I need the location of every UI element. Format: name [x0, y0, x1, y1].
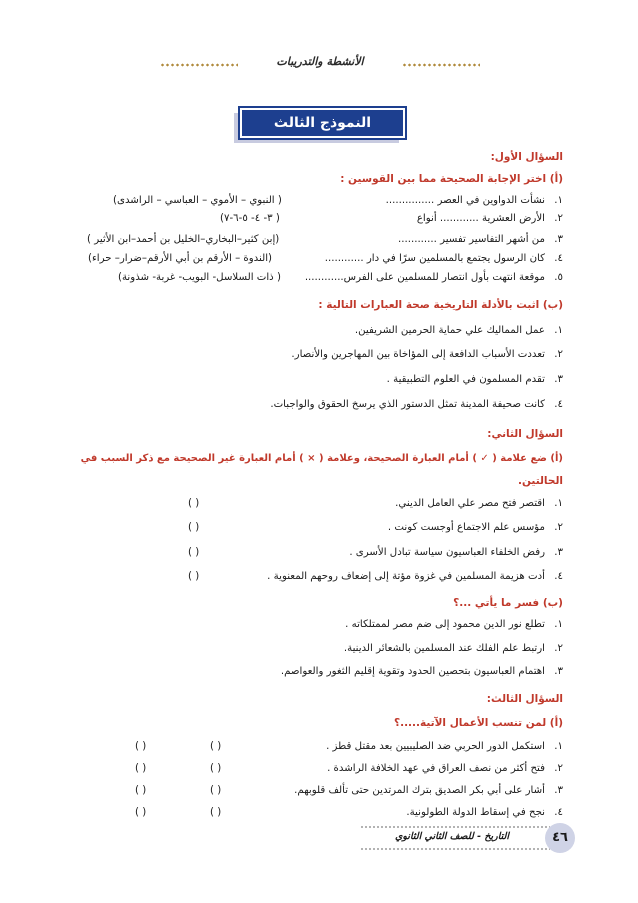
item-number: ٣.	[554, 374, 563, 385]
answer-blank[interactable]: ( )	[210, 763, 222, 774]
answer-blank[interactable]: ( )	[188, 498, 200, 509]
item-text: موقعة انتهت بأول انتصار للمسلمين على الفرس............	[304, 272, 545, 283]
item-number: ٣.	[554, 547, 563, 558]
item-number: ٤.	[554, 571, 563, 582]
answer-blank[interactable]: ( )	[188, 547, 200, 558]
item-number: ٥.	[554, 272, 563, 283]
item-text: نجح في إسقاط الدولة الطولونية.	[406, 807, 545, 818]
item-number: ٣.	[554, 785, 563, 796]
page-number: ٤٦	[545, 823, 575, 853]
q3-a-item-1	[326, 740, 563, 754]
q3-a-item-3	[294, 784, 563, 798]
q1-a-options-4: (الندوة – الأرقم بن أبي الأرقم–ضرار– حراء)	[88, 253, 273, 264]
header-dots-right	[402, 63, 480, 67]
footer-text: التاريخ - للصف الثاني الثانوي	[394, 831, 510, 842]
q2-title: السؤال الثاني:	[487, 428, 563, 440]
q1-a-item-4	[325, 252, 563, 266]
q3-a-title: (أ) لمن تنسب الأعمال الآتية.....؟	[393, 717, 563, 729]
q1-a-item-1	[386, 194, 563, 208]
item-text: اقتصر فتح مصر علي العامل الديني.	[395, 498, 545, 509]
model-banner: النموذج الثالث	[240, 108, 405, 138]
q1-b-title: (ب) اثبت بالأدلة التاريخية صحة العبارات التالية :	[318, 299, 563, 311]
q2-a-item-2	[388, 521, 563, 535]
item-text: أشار على أبي بكر الصديق بترك المرتدين حتى تألف قلوبهم.	[294, 785, 545, 796]
q2-a-item-4	[267, 570, 563, 584]
q2-a-title-cont: الحالتين.	[517, 475, 563, 487]
item-number: ٤.	[554, 399, 563, 410]
item-number: ١.	[554, 325, 563, 336]
q2-a-item-3	[349, 546, 563, 560]
item-text: ارتبط علم الفلك عند المسلمين بالشعائر الدينية.	[343, 643, 545, 654]
footer-dots-top	[360, 826, 550, 828]
item-text: استكمل الدور الحربي ضد الصليبيين بعد مقتل قطز .	[326, 741, 545, 752]
item-number: ٢.	[554, 522, 563, 533]
q1-a-item-2	[417, 212, 563, 226]
header-dots-left	[160, 63, 238, 67]
answer-blank[interactable]: ( )	[210, 785, 222, 796]
item-number: ٤.	[554, 253, 563, 264]
q1-b-item-1	[355, 324, 563, 338]
q2-a-item-1	[395, 497, 563, 511]
item-number: ١.	[554, 195, 563, 206]
answer-blank[interactable]: ( )	[135, 741, 147, 752]
q1-b-item-4	[270, 398, 563, 412]
q3-title: السؤال الثالث:	[486, 693, 563, 705]
answer-blank[interactable]: ( )	[135, 807, 147, 818]
q1-a-options-1: ( النبوي – الأموي – العباسي – الراشدى)	[113, 195, 282, 206]
q3-a-item-4	[406, 806, 563, 820]
q2-b-item-1	[345, 618, 563, 632]
item-text: أدت هزيمة المسلمين في غزوة مؤتة إلى إضعاف روحهم المعنوية .	[267, 571, 545, 582]
item-text: رفض الخلفاء العباسيون سياسة تبادل الأسرى .	[349, 547, 545, 558]
q1-a-item-3	[398, 233, 563, 247]
q1-b-item-2	[291, 348, 563, 362]
answer-blank[interactable]: ( )	[135, 763, 147, 774]
item-number: ٢.	[554, 349, 563, 360]
item-number: ١.	[554, 619, 563, 630]
item-number: ٤.	[554, 807, 563, 818]
answer-blank[interactable]: ( )	[135, 785, 147, 796]
q2-b-title: (ب) فسر ما يأتي ...؟	[453, 597, 563, 609]
q1-a-options-3: (إبن كثير–البخاري–الخليل بن أحمد–ابن الأثير )	[87, 234, 280, 245]
answer-blank[interactable]: ( )	[188, 571, 200, 582]
page-header	[160, 55, 480, 79]
item-text: تقدم المسلمون في العلوم التطبيقية .	[386, 374, 545, 385]
item-text: مؤسس علم الاجتماع أوجست كونت .	[387, 522, 545, 533]
item-text: من أشهر التفاسير تفسير ............	[398, 234, 545, 245]
item-number: ٢.	[554, 763, 563, 774]
answer-blank[interactable]: ( )	[210, 741, 222, 752]
item-number: ١.	[554, 498, 563, 509]
q1-a-options-5: ( ذات السلاسل- البويب- غربة- شذونة)	[118, 272, 281, 283]
item-number: ١.	[554, 741, 563, 752]
q2-b-item-2	[344, 642, 563, 656]
answer-blank[interactable]: ( )	[188, 522, 200, 533]
item-text: فتح أكثر من نصف العراق في عهد الخلافة الراشدة .	[327, 763, 545, 774]
item-text: عمل المماليك علي حماية الحرمين الشريفين.	[354, 325, 545, 336]
item-text: الأرض العشرية ............ أنواع	[416, 213, 545, 224]
q2-b-item-3	[281, 665, 563, 679]
q2-a-title: (أ) ضع علامة ( ✓ ) أمام العبارة الصحيحة، وعلامة ( × ) أمام العبارة غير الصحيحة مع ذكر السبب في	[80, 453, 563, 464]
footer-dots-bottom	[360, 848, 550, 850]
item-text: اهتمام العباسيون بتحصين الحدود وتقوية إقليم الثغور والعواصم.	[280, 666, 545, 677]
item-number: ٣.	[554, 666, 563, 677]
q3-a-item-2	[327, 762, 563, 776]
q1-a-title: (أ) اختر الإجابة الصحيحة مما بين القوسين :	[340, 173, 563, 185]
q1-b-item-3	[387, 373, 563, 387]
q1-a-options-2: ( ٣- ٤- ٥-٦-٧)	[220, 213, 280, 224]
item-number: ٢.	[554, 213, 563, 224]
item-number: ٣.	[554, 234, 563, 245]
item-text: تطلع نور الدين محمود إلى ضم مصر لممتلكاته .	[345, 619, 545, 630]
header-title: الأنشطة والتدريبات	[276, 55, 364, 68]
item-text: كان الرسول يجتمع بالمسلمين سرًا في دار ............	[324, 253, 545, 264]
answer-blank[interactable]: ( )	[210, 807, 222, 818]
item-text: كانت صحيفة المدينة تمثل الدستور الذي يرسخ الحقوق والواجبات.	[270, 399, 545, 410]
item-text: تعددت الأسباب الدافعة إلى المؤاخاة بين المهاجرين والأنصار.	[291, 349, 545, 360]
q1-a-item-5	[305, 271, 563, 285]
item-number: ٢.	[554, 643, 563, 654]
item-text: نشأت الدواوين في العصر ...............	[385, 195, 545, 206]
q1-title: السؤال الأول:	[490, 151, 563, 163]
